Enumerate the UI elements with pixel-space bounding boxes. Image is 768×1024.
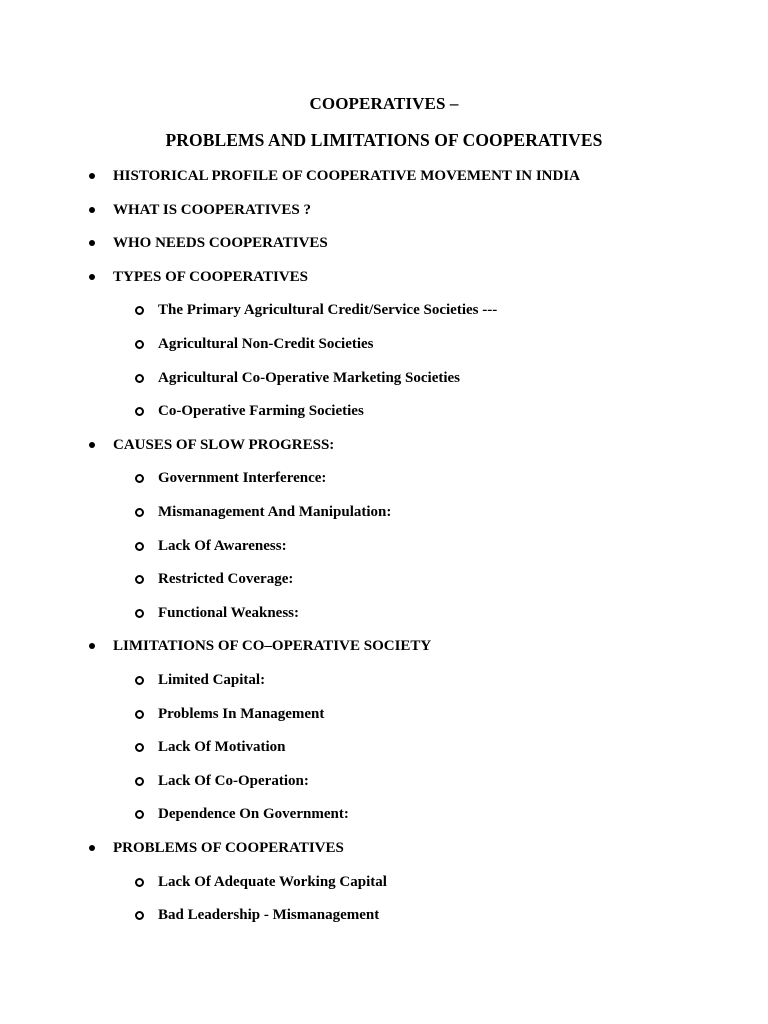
outline-subitem-text: The Primary Agricultural Credit/Service Societies ---: [158, 302, 498, 319]
outline-subitem-text: Government Interference:: [158, 470, 327, 487]
outline-item-text: PROBLEMS OF COOPERATIVES: [113, 840, 344, 856]
bullet-circle-icon: [135, 911, 144, 920]
document-subtitle: PROBLEMS AND LIMITATIONS OF COOPERATIVES: [165, 130, 603, 150]
outline-subitem-text: Lack Of Co-Operation:: [158, 772, 309, 789]
bullet-circle-icon: [135, 575, 144, 584]
bullet-dot-icon: [89, 845, 95, 851]
bullet-circle-icon: [135, 609, 144, 618]
bullet-circle-icon: [135, 306, 144, 315]
outline-subitem-text: Agricultural Co-Operative Marketing Societies: [158, 369, 461, 386]
outline-subitem-text: Functional Weakness:: [158, 604, 299, 621]
outline-subitem-text: Mismanagement And Manipulation:: [158, 504, 392, 520]
outline-subitem-text: Lack Of Awareness:: [158, 537, 287, 554]
outline-subitem-text: Restricted Coverage:: [158, 571, 294, 588]
outline-item-text: TYPES OF COOPERATIVES: [113, 268, 309, 285]
outline-item-text: HISTORICAL PROFILE OF COOPERATIVE MOVEMENT IN INDIA: [113, 168, 581, 184]
outline-item-text: CAUSES OF SLOW PROGRESS:: [113, 436, 335, 453]
bullet-dot-icon: [89, 274, 95, 280]
outline-item-text: LIMITATIONS OF CO–OPERATIVE SOCIETY: [113, 638, 432, 655]
outline-subitem-text: Co-Operative Farming Societies: [158, 403, 364, 420]
outline-subitem-text: Bad Leadership - Mismanagement: [158, 907, 380, 924]
bullet-circle-icon: [135, 474, 144, 483]
bullet-circle-icon: [135, 542, 144, 551]
outline-item-text: WHO NEEDS COOPERATIVES: [113, 235, 328, 252]
bullet-circle-icon: [135, 374, 144, 383]
outline-subitem-text: Dependence On Government:: [158, 806, 349, 823]
outline-subitem-text: Lack Of Motivation: [158, 739, 286, 756]
bullet-circle-icon: [135, 878, 144, 887]
bullet-dot-icon: [89, 173, 95, 179]
bullet-dot-icon: [89, 442, 95, 448]
outline-item-text: WHAT IS COOPERATIVES ?: [113, 201, 311, 218]
bullet-circle-icon: [135, 777, 144, 786]
bullet-circle-icon: [135, 810, 144, 819]
outline-subitem-text: Limited Capital:: [158, 672, 266, 688]
bullet-circle-icon: [135, 743, 144, 752]
bullet-dot-icon: [89, 207, 95, 213]
bullet-circle-icon: [135, 710, 144, 719]
outline-subitem-text: Problems In Management: [158, 705, 325, 722]
document-title: COOPERATIVES –: [309, 94, 459, 113]
bullet-circle-icon: [135, 508, 144, 517]
bullet-dot-icon: [89, 240, 95, 246]
outline-subitem-text: Agricultural Non-Credit Societies: [158, 336, 374, 352]
bullet-circle-icon: [135, 340, 144, 349]
outline-subitem-text: Lack Of Adequate Working Capital: [158, 873, 387, 890]
bullet-dot-icon: [89, 643, 95, 649]
bullet-circle-icon: [135, 407, 144, 416]
bullet-circle-icon: [135, 676, 144, 685]
